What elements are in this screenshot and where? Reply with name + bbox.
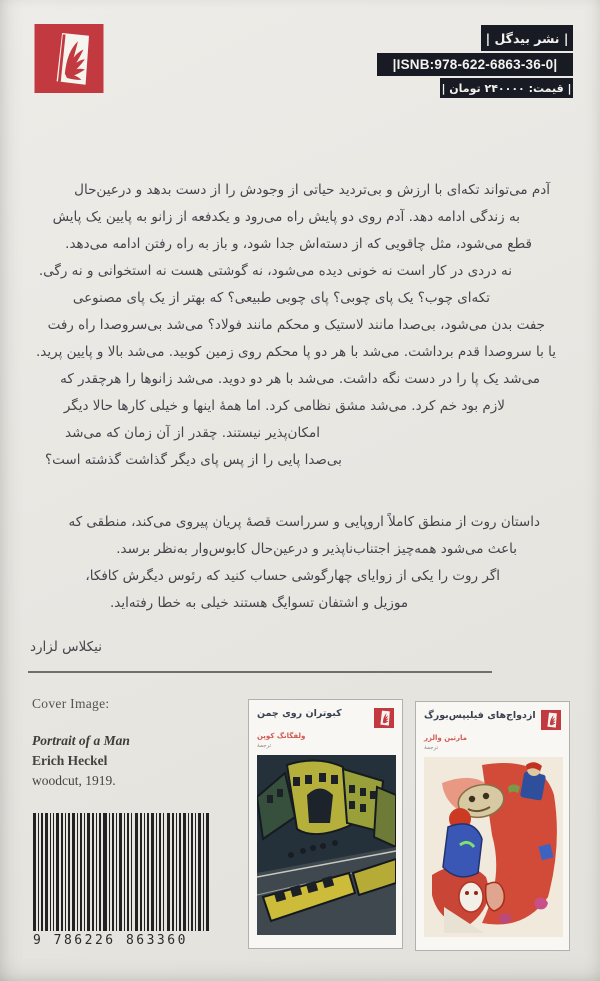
excerpt-paragraph xyxy=(36,177,563,474)
related-book-cover-art xyxy=(257,755,394,935)
excerpt-line: جفت بدن می‌شود، بی‌صدا مانند لاستیک و محکم مانند فولاد؟ می‌شد بی‌سروصدا راه رفت xyxy=(47,317,545,333)
excerpt-line: یا با سروصدا قدم برداشت. می‌شد با هر دو پا محکم روی زمین کوبید. می‌شد بالا و پایین پرید. xyxy=(35,344,556,360)
excerpt-line: نه دردی در کار است نه خونی دیده می‌شود، نه گوشتی هست نه استخوانی و نه رگی. xyxy=(38,263,512,279)
related-book-translator: ترجمهٔ xyxy=(257,743,272,749)
review-line: باعث می‌شود همه‌چیز اجتناب‌ناپذیر و درعین‌حال کابوس‌وار به‌نظر برسد. xyxy=(116,541,517,557)
section-divider xyxy=(28,671,492,673)
cover-credit-medium: woodcut, 1919. xyxy=(32,773,116,788)
related-book-translator: ترجمهٔ xyxy=(424,745,439,751)
related-book-cover-art xyxy=(424,757,561,937)
cover-credit xyxy=(32,694,130,791)
publisher-name-bar: | نشر بیدگل | xyxy=(481,25,573,51)
cover-credit-title: Portrait of a Man xyxy=(32,733,130,748)
review-paragraph xyxy=(36,509,563,617)
excerpt-line: آدم می‌تواند تکه‌ای با ارزش و بی‌تردید حیاتی از وجودش را از دست بدهد و درعین‌حال xyxy=(74,182,550,198)
barcode-number: 9 786226 863360 xyxy=(33,933,188,948)
related-book-author: ولفگانگ کوپن xyxy=(257,732,306,740)
excerpt-line: لازم بود خم کرد. می‌شد مشق نظامی کرد. اما همهٔ اینها و خیلی کارها حالا دیگر xyxy=(63,398,505,414)
barcode xyxy=(33,813,209,948)
excerpt-line: امکان‌پذیر نیستند. چقدر از آن زمان که می‌شد xyxy=(65,425,320,441)
publisher-logo-icon xyxy=(33,24,105,93)
publisher-logo-icon xyxy=(374,708,394,728)
excerpt-line: تکه‌ای چوب؟ یک پای چوبی؟ پای چوبی طبیعی؟ که بهتر از یک پای مصنوعی xyxy=(72,290,490,306)
related-book-title: ازدواج‌های فیلیپس‌بورگ xyxy=(424,710,536,721)
review-attribution: نیکلاس لزارد xyxy=(30,639,102,655)
excerpt-line: قطع می‌شود، مثل چاقویی که از دسته‌اش جدا شود، و باز به راه رفتن ادامه می‌دهد. xyxy=(65,236,532,252)
excerpt-line: به زندگی ادامه دهد. آدم روی دو پایش راه می‌رود و یکدفعه از زانو به پایین یک پایش xyxy=(52,209,520,225)
excerpt-line: بی‌صدا پایی را از پس پای دیگر گذاشت گذشته است؟ xyxy=(45,452,342,468)
review-line: اگر روت را یکی از زوایای چهارگوشی حساب کنید که رئوس دیگرش کافکا، xyxy=(85,568,500,584)
related-book-header xyxy=(424,710,561,730)
barcode-bars-icon xyxy=(33,813,209,931)
review-line: داستان روت از منطق کاملاً اروپایی و سرراست قصهٔ پریان پیروی می‌کند، منطقی که xyxy=(68,514,540,530)
related-book-author: مارتین والزر xyxy=(424,734,467,742)
related-book-marriages-of-philippsburg xyxy=(415,701,570,951)
cover-credit-artist: Erich Heckel xyxy=(32,753,108,768)
publisher-logo-icon xyxy=(541,710,561,730)
isbn-bar: |ISNB:978-622-6863-36-0| xyxy=(377,53,573,76)
price-bar: | قیمت: ۲۴۰۰۰۰ تومان | xyxy=(440,78,573,98)
excerpt-line: می‌شد یک پا را در دست نگه داشت. می‌شد با هر دو دوید. می‌شد زانوها را هرچقدر که xyxy=(60,371,540,387)
related-book-header xyxy=(257,708,394,728)
cover-credit-heading: Cover Image: xyxy=(32,696,110,711)
related-book-pigeons-on-the-grass xyxy=(248,699,403,949)
review-line: موزیل و اشتفان تسوایگ هستند خیلی به خطا رفته‌اید. xyxy=(110,595,409,611)
related-book-title: کبوتران روی چمن xyxy=(257,708,342,719)
